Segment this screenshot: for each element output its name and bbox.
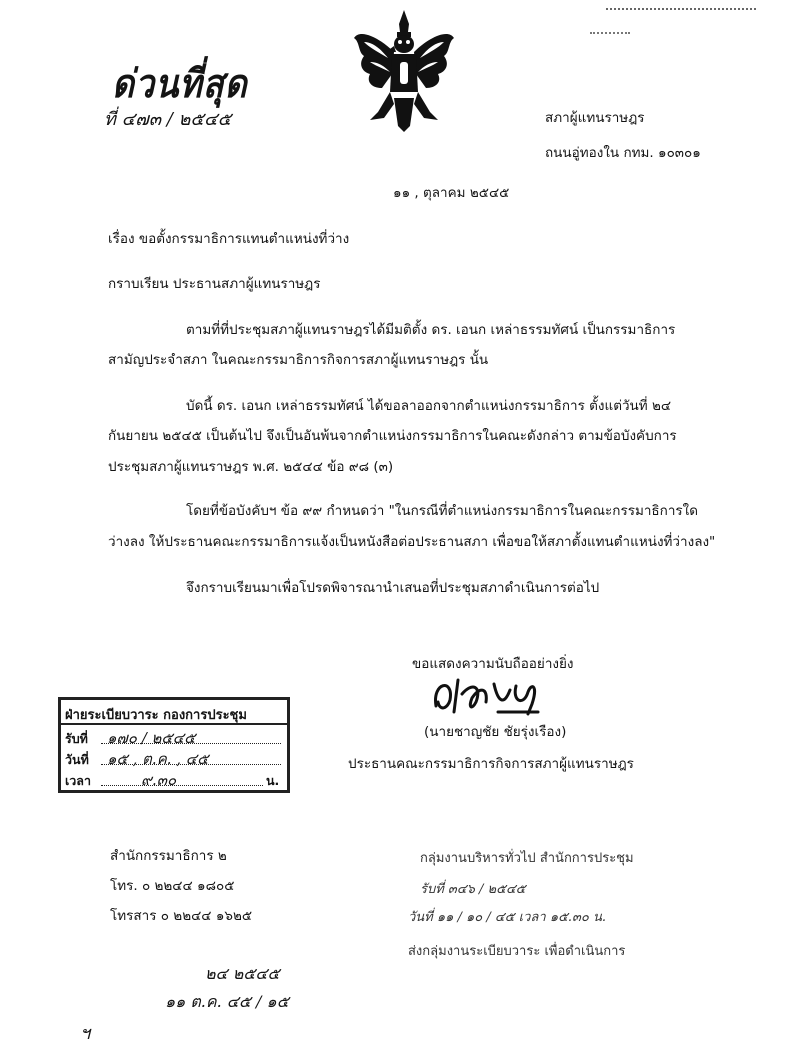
signer-name: (นายชาญชัย ชัยรุ่งเรือง) <box>424 724 567 740</box>
fax: โทรสาร ๐ ๒๒๔๔ ๑๖๒๕ <box>110 908 253 924</box>
stamp-received-no-label: รับที่ <box>65 731 88 746</box>
signer-position: ประธานคณะกรรมาธิการกิจการสภาผู้แทนราษฎร <box>348 756 634 772</box>
stamp-time-label: เวลา <box>65 773 91 788</box>
stamp-dotted-line <box>101 785 263 786</box>
telephone: โทร. ๐ ๒๒๔๔ ๑๘๐๕ <box>110 878 235 894</box>
reference-number: ที่ ๔๗๓ / ๒๕๔๕ <box>104 109 232 130</box>
closing-phrase: ขอแสดงความนับถืออย่างยิ่ง <box>412 656 574 672</box>
paragraph-2-line-1: บัดนี้ ดร. เอนก เหล่าธรรมทัศน์ ได้ขอลาออกจากตำแหน่งกรรมาธิการ ตั้งแต่วันที่ ๒๔ <box>186 398 672 414</box>
garuda-emblem-icon <box>350 8 458 133</box>
signature-mark <box>428 672 568 716</box>
receipt-stamp <box>58 697 290 793</box>
address-line-1: สภาผู้แทนราษฎร <box>545 110 645 126</box>
urgent-mark: ด่วนที่สุด <box>112 61 248 108</box>
stamp-date-label: วันที่ <box>65 752 89 767</box>
paragraph-4: จึงกราบเรียนมาเพื่อโปรดพิจารณานำเสนอที่ประชุมสภาดำเนินการต่อไป <box>186 580 600 596</box>
second-stamp-date-time: วันที่ ๑๑ / ๑๐ / ๔๕ เวลา ๑๕.๓๐ น. <box>408 910 607 925</box>
stamp-time-unit: น. <box>266 773 280 788</box>
stamp-divider <box>61 723 287 725</box>
stamp-time-value: ๙.๓๐ <box>141 771 177 789</box>
letter-date: ๑๑ , ตุลาคม ๒๕๔๕ <box>393 185 510 201</box>
paragraph-1-line-1: ตามที่ที่ประชุมสภาผู้แทนราษฎรได้มีมติตั้ง ดร. เอนก เหล่าธรรมทัศน์ เป็นกรรมาธิการ <box>186 322 676 338</box>
address-line-2: ถนนอู่ทองใน กทม. ๑๐๓๐๑ <box>545 145 701 161</box>
subject-line: เรื่อง ขอตั้งกรรมาธิการแทนตำแหน่งที่ว่าง <box>108 231 350 247</box>
second-stamp-received-no: รับที่ ๓๔๖ / ๒๕๔๕ <box>420 882 526 897</box>
second-stamp-forward: ส่งกลุ่มงานระเบียบวาระ เพื่อดำเนินการ <box>408 944 626 959</box>
handwritten-note: ๑๑ ต.ค. ๔๕ / ๑๕ <box>165 992 289 1011</box>
paragraph-1-line-2: สามัญประจำสภา ในคณะกรรมาธิการกิจการสภาผู้แทนราษฎร นั้น <box>108 352 489 368</box>
second-stamp-title: กลุ่มงานบริหารทั่วไป สำนักการประชุม <box>420 851 634 866</box>
paragraph-2-line-3: ประชุมสภาผู้แทนราษฎร พ.ศ. ๒๕๔๔ ข้อ ๙๘ (๓) <box>108 459 394 475</box>
paragraph-3-line-2: ว่างลง ให้ประธานคณะกรรมาธิการแจ้งเป็นหนังสือต่อประธานสภา เพื่อขอให้สภาตั้งแทนตำแหน่งที่ว่างลง" <box>108 534 716 550</box>
paragraph-2-line-2: กันยายน ๒๕๔๕ เป็นต้นไป จึงเป็นอันพ้นจากตำแหน่งกรรมาธิการในคณะดังกล่าว ตามข้อบังคับการ <box>108 428 677 444</box>
stamp-date-value: ๑๕ , ต.ค. , ๔๕ <box>107 750 209 768</box>
scan-smudge <box>606 8 756 16</box>
stamp-title: ฝ่ายระเบียบวาระ กองการประชุม <box>65 708 247 723</box>
stamp-received-no-value: ๑๗๐ / ๒๕๔๕ <box>107 729 196 747</box>
paragraph-3-line-1: โดยที่ข้อบังคับฯ ข้อ ๙๙ กำหนดว่า "ในกรณีที่ตำแหน่งกรรมาธิการในคณะกรรมาธิการใด <box>186 503 699 519</box>
salutation: กราบเรียน ประธานสภาผู้แทนราษฎร <box>108 276 321 292</box>
handwritten-note: ฯ <box>80 1023 91 1044</box>
office-name: สำนักกรรมาธิการ ๒ <box>110 848 227 864</box>
scan-smudge <box>590 32 630 38</box>
handwritten-note: ๒๔ ๒๕๔๕ <box>205 964 280 983</box>
